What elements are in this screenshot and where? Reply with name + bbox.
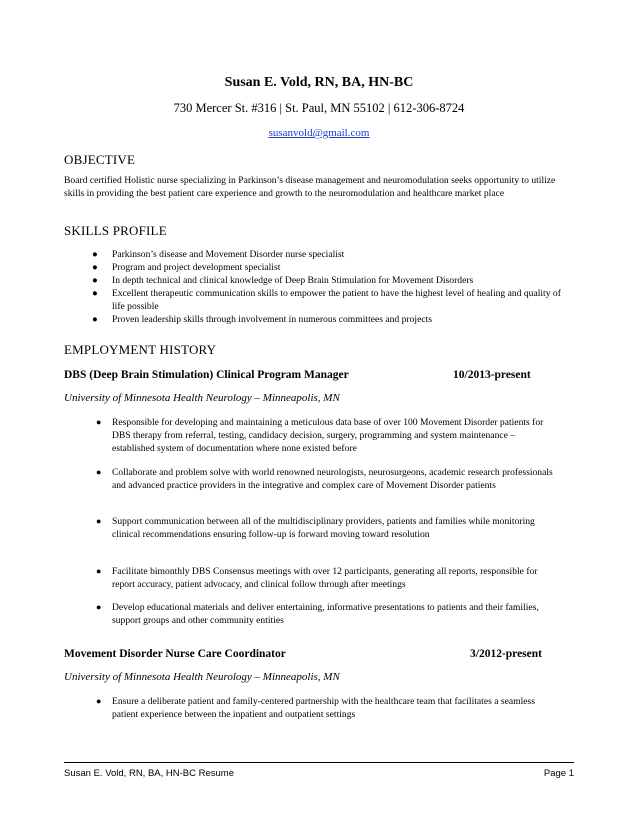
list-item: ● Parkinson’s disease and Movement Disorder nurse specialist	[92, 249, 345, 260]
bullet-icon: ●	[96, 516, 102, 526]
objective-heading: OBJECTIVE	[64, 152, 136, 167]
bullet-icon: ●	[92, 249, 98, 260]
list-item: ● In depth technical and clinical knowledge of Deep Brain Stimulation for Movement Disorders	[92, 275, 474, 286]
objective-text: Board certified Holistic nurse specializing in Parkinson’s disease management and neuromodulation seeks opportunity to utilize skills in providing the best patient care experience and growth to the neuromodulation and healthcare market place	[64, 175, 556, 199]
job-title: DBS (Deep Brain Stimulation) Clinical Program Manager	[64, 369, 349, 381]
bullet-icon: ●	[92, 314, 98, 325]
job-org: University of Minnesota Health Neurology – Minneapolis, MN	[64, 392, 340, 404]
list-item: ● Proven leadership skills through involvement in numerous committees and projects	[92, 314, 432, 325]
job-dates: 3/2012-present	[470, 648, 542, 660]
footer-title: Susan E. Vold, RN, BA, HN-BC Resume	[64, 768, 235, 779]
bullet-icon: ●	[96, 696, 102, 706]
job-duty: ● Ensure a deliberate patient and family-centered partnership with the healthcare team that facilitates a seamless patient experience between the inpatient and outpatient settings	[96, 696, 536, 720]
list-item: ● Excellent therapeutic communication skills to empower the patient to have the highest level of healing and quality of life possible	[92, 288, 561, 312]
bullet-icon: ●	[96, 417, 102, 427]
list-item: ● Program and project development specialist	[92, 262, 281, 273]
job-duty: ● Develop educational materials and deliver entertaining, informative presentations to patients and their families, support groups and other community entities	[96, 602, 539, 626]
employment-heading: EMPLOYMENT HISTORY	[64, 342, 217, 357]
page-number: Page 1	[543, 768, 574, 779]
footer-divider	[64, 762, 574, 763]
job-duty: ● Support communication between all of the multidisciplinary providers, patients and families while monitoring clinical recommendations ensuring follow-up is forward moving toward resolution	[96, 516, 535, 540]
bullet-icon: ●	[96, 602, 102, 612]
bullet-icon: ●	[96, 566, 102, 576]
bullet-icon: ●	[92, 262, 98, 273]
job-duty: ● Facilitate bimonthly DBS Consensus meetings with over 12 participants, generating all reports, responsible for report accuracy, patient advocacy, and clinical follow through after meetings	[96, 566, 538, 590]
job-org: University of Minnesota Health Neurology – Minneapolis, MN	[64, 671, 340, 683]
skills-list	[64, 248, 564, 326]
skills-heading: SKILLS PROFILE	[64, 223, 167, 238]
candidate-name: Susan E. Vold, RN, BA, HN-BC	[224, 75, 414, 90]
job-title: Movement Disorder Nurse Care Coordinator	[64, 648, 286, 660]
job-duty: ● Responsible for developing and maintaining a meticulous data base of over 100 Movement Disorder patients for DBS therapy from referral, testing, candidacy decision, surgery, programming and system maintenance – established system of documentation where none existed before	[96, 417, 544, 454]
contact-line: 730 Mercer St. #316 | St. Paul, MN 55102 | 612-306-8724	[173, 101, 465, 115]
bullet-icon: ●	[92, 288, 98, 299]
bullet-icon: ●	[92, 275, 98, 286]
email-link[interactable]: susanvold@gmail.com	[268, 127, 370, 139]
bullet-icon: ●	[96, 467, 102, 477]
job-duty: ● Collaborate and problem solve with world renowned neurologists, neurosurgeons, academic research professionals and advanced practice providers in the integrative and complex care of Movement Disorder patients	[96, 467, 553, 491]
job-dates: 10/2013-present	[453, 369, 531, 381]
